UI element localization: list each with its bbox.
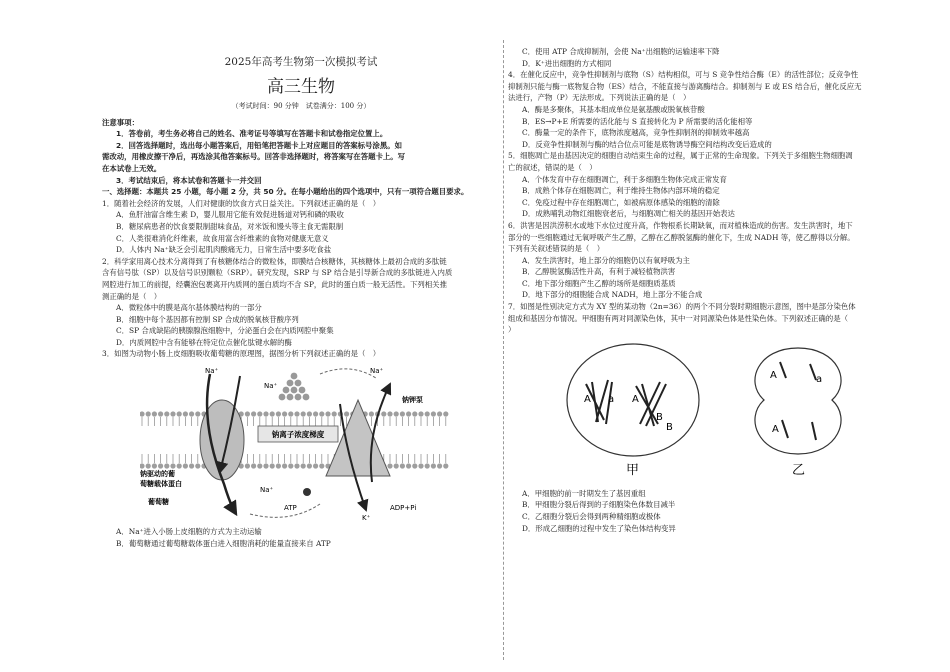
q1-stem: 1．随着社会经济的发展，人们对健康的饮食方式日益关注。下列叙述正确的是（ ） — [102, 198, 381, 208]
q6-stem-2: 部分的一些细胞通过无氧呼吸产生乙醇，乙醇在乙醇脱氢酶的催化下，生成 NADH 等，使乙醇得以分解。 — [508, 232, 855, 242]
q6-option-b: B．乙醇脱氢酶活性升高，有利于减轻植物洪害 — [522, 267, 676, 277]
q7-option-d: D．形成乙细胞的过程中发生了染色体结构变异 — [522, 523, 676, 533]
lipid-head — [319, 463, 324, 468]
q2-stem-4: 测正确的是（ ） — [102, 291, 162, 301]
label-na-bottom: Na⁺ — [260, 486, 274, 495]
q7-stem-2: 组成和基因分布情况。甲细胞有两对同源染色体，其中一对同源染色体是性染色体。下列叙述正确的是（ — [508, 313, 848, 323]
lipid-head — [164, 463, 169, 468]
column-divider — [503, 40, 504, 660]
page-title: 高三生物 — [267, 77, 335, 97]
lipid-head — [344, 411, 349, 416]
lipid-head — [443, 411, 448, 416]
jia-chromosomes — [586, 380, 666, 426]
q3-stem: 3．如图为动物小肠上皮细胞吸收葡萄糖的原理图，据图分析下列叙述正确的是（ ） — [102, 349, 381, 359]
label-carrier-2: 萄糖载体蛋白 — [140, 480, 182, 489]
q6-option-d: D．地下部分的细胞能合成 NADH，地上部分不能合成 — [522, 290, 703, 300]
q3-option-a: A．Na⁺进入小肠上皮细胞的方式为主动运输 — [116, 527, 262, 537]
lipid-head — [325, 411, 330, 416]
lipid-head — [437, 411, 442, 416]
label-atp: ATP — [284, 504, 297, 513]
label-na-top-left: Na⁺ — [205, 367, 219, 376]
q7-option-c: C．乙细胞分裂后会得到两种精细胞或极体 — [522, 512, 661, 522]
q6-stem-1: 6．洪害是因洪涝积水或地下水位过度升高，作物根系长期缺氧，而对植株造成的伤害。发生洪害时，地下 — [508, 220, 853, 230]
q1-option-a: A．鱼肝油富含维生素 D，婴儿服用它能有效促进肠道对钙和磷的吸收 — [116, 210, 344, 220]
exam-meta: （考试时间：90 分钟 试卷满分：100 分） — [231, 102, 371, 110]
q5-stem-2: 亡的叙述，错误的是（ ） — [508, 162, 597, 172]
lipid-head — [412, 411, 417, 416]
lipid-head — [301, 463, 306, 468]
lipid-head — [158, 463, 163, 468]
lipid-head — [313, 411, 318, 416]
q1-option-c: C．人类很难消化纤维素，故食用富含纤维素的食物对健康无意义 — [116, 233, 329, 243]
lipid-head — [418, 411, 423, 416]
lipid-head — [288, 463, 293, 468]
lipid-head — [158, 411, 163, 416]
section-heading: 一、选择题：本题共 25 小题，每小题 2 分，共 50 分。在每小题给出的四个选项中，只有一项符合题目要求。 — [102, 187, 469, 197]
lipid-head — [425, 463, 430, 468]
label-carrier-1: 钠驱动的葡 — [140, 470, 175, 479]
jia-gene-A1: A — [584, 393, 591, 405]
left-column — [102, 0, 500, 549]
jia-gene-B2: B — [666, 421, 673, 433]
q5-option-a: A．个体发育中存在细胞凋亡，利于多细胞生物体完成正常发育 — [522, 174, 727, 184]
lipid-head — [412, 463, 417, 468]
lipid-head — [443, 463, 448, 468]
q2-stem-2: 含有信号肽（SP）以及信号识别颗粒（SRP）。研究发现，SRP 与 SP 结合是引导新合成的多肽链进入内质 — [102, 268, 453, 278]
note-2a: 2．回答选择题时，选出每小题答案后，用铅笔把答题卡上对应题目的答案标号涂黑。如 — [116, 140, 402, 150]
q2-stem-1: 2．科学家用离心技术分离得到了有核糖体结合的微粒体，即膜结合核糖体，其核糖体上最初合成的多肽链 — [102, 256, 447, 266]
note-2c: 在本试卷上无效。 — [102, 163, 162, 173]
label-pump: 钠钾泵 — [402, 396, 423, 405]
label-na-mid: Na⁺ — [264, 382, 278, 391]
label-glucose: 葡萄糖 — [148, 498, 169, 507]
lipid-head — [152, 463, 157, 468]
label-na-top-right: Na⁺ — [370, 367, 384, 376]
dashed-cycle-top — [320, 369, 376, 378]
lipid-head — [263, 411, 268, 416]
q4-option-a: A．酶是多聚体，其基本组成单位是氨基酸或脱氧核苷酸 — [522, 104, 705, 114]
yi-gene-A3: A — [770, 369, 777, 381]
exam-name: 2025年高考生物第一次模拟考试 — [224, 56, 378, 68]
lipid-head — [381, 411, 386, 416]
lipid-head — [425, 411, 430, 416]
q6-stem-3: 下列有关叙述错误的是（ ） — [508, 244, 605, 254]
lipid-head — [400, 411, 405, 416]
lipid-head — [431, 411, 436, 416]
lipid-head — [437, 463, 442, 468]
q1-option-d: D．人体内 Na⁺缺乏会引起肌肉酸痛无力，日常生活中要多吃食盐 — [116, 245, 332, 255]
lipid-head — [387, 463, 392, 468]
lipid-head — [270, 463, 275, 468]
lipid-head — [195, 463, 200, 468]
q3-option-b: B．葡萄糖通过葡萄糖载体蛋白进入细胞消耗的能量直接来自 ATP — [116, 538, 331, 548]
label-yi: 乙 — [792, 462, 806, 478]
q5-option-c: C．免疫过程中存在细胞凋亡，如被病原体感染的细胞的清除 — [522, 197, 720, 207]
lipid-head — [319, 411, 324, 416]
lipid-head — [245, 463, 250, 468]
yi-gene-A4: A — [772, 423, 779, 435]
yi-chromosomes — [780, 362, 816, 440]
q7-stem-1: 7．如图是性别决定方式为 XY 型的某动物（2n=36）的两个不同分裂时期细胞示意图，图中是部分染色体 — [508, 302, 856, 312]
yi-gene-a2: a — [816, 373, 823, 385]
lipid-head — [282, 411, 287, 416]
label-k: K⁺ — [362, 514, 371, 523]
note-1: 1．答卷前，考生务必将自己的姓名、准考证号等填写在答题卡和试卷指定位置上。 — [116, 129, 388, 139]
jia-gene-a1: a — [608, 393, 615, 405]
q4-stem-1: 4．在催化反应中，竞争性抑制剂与底物（S）结构相似，可与 S 竞争性结合酶（E）的活性部位；反竞争性 — [508, 70, 859, 80]
cell-yi — [755, 348, 841, 454]
lipid-head — [294, 463, 299, 468]
lipid-head — [394, 411, 399, 416]
lipid-head — [282, 463, 287, 468]
q3-option-c: C．使用 ATP 合成抑制剂，会使 Na⁺出细胞的运输速率下降 — [522, 47, 720, 56]
lipid-head — [146, 411, 151, 416]
lipid-head — [387, 411, 392, 416]
lipid-head — [294, 411, 299, 416]
q2-option-a: A．微粒体中的膜是高尔基体膜结构的一部分 — [116, 303, 262, 313]
glucose-transport-figure — [140, 364, 450, 522]
lipid-head — [418, 463, 423, 468]
lipid-head — [301, 411, 306, 416]
lipid-head — [276, 463, 281, 468]
lipid-head — [307, 463, 312, 468]
q4-option-d: D．反竞争性抑制剂与酶的结合位点可能是底物诱导酶空间结构改变后造成的 — [522, 139, 772, 149]
atp-dot — [303, 488, 311, 496]
q2-option-d: D．内质网腔中含有能够在特定位点催化肽键水解的酶 — [116, 337, 292, 347]
q5-option-b: B．成熟个体存在细胞凋亡，利于维持生物体内部环境的稳定 — [522, 186, 720, 196]
q2-option-c: C．SP 合成缺陷的胰腺腺泡细胞中，分泌蛋白会在内质网腔中聚集 — [116, 326, 334, 336]
lipid-head — [189, 411, 194, 416]
q7-stem-3: ） — [508, 325, 516, 335]
lipid-head — [170, 463, 175, 468]
gradient-label: 钠离子浓度梯度 — [271, 430, 325, 440]
lipid-head — [431, 463, 436, 468]
lipid-head — [400, 463, 405, 468]
q4-stem-3: 法进行，产物（P）无法形成。下列说法正确的是（ ） — [508, 93, 691, 103]
lipid-head — [195, 411, 200, 416]
lipid-head — [251, 463, 256, 468]
note-3: 3．考试结束后，将本试卷和答题卡一并交回 — [116, 175, 262, 185]
lipid-head — [177, 411, 182, 416]
lipid-head — [245, 411, 250, 416]
q3-option-d: D．K⁺进出细胞的方式相同 — [522, 58, 612, 68]
label-jia: 甲 — [626, 462, 640, 478]
right-column — [508, 46, 903, 534]
q4-option-b: B．ES→P+E 所需要的活化能与 S 直接转化为 P 所需要的活化能相等 — [522, 116, 753, 126]
notes-heading: 注意事项： — [102, 117, 139, 127]
cell-division-figure — [528, 342, 858, 480]
q2-stem-3: 网腔进行加工的前提，经囊泡包裹离开内质网的蛋白质均不含 SP，此时的蛋白质一般无活性。下列相关推 — [102, 279, 447, 289]
q1-option-b: B．糖尿病患者的饮食要限制甜味食品，对米饭和馒头等主食无需限制 — [116, 221, 344, 231]
q6-option-c: C．地下部分细胞产生乙醇的场所是细胞质基质 — [522, 278, 676, 288]
lipid-head — [276, 411, 281, 416]
q5-option-d: D．成熟哺乳动物红细胞衰老后，与细胞凋亡相关的基因开始表达 — [522, 209, 735, 219]
jia-gene-A2: A — [632, 393, 639, 405]
lipid-head — [146, 463, 151, 468]
label-adp: ADP+Pi — [390, 504, 417, 513]
lipid-head — [170, 411, 175, 416]
q2-option-b: B．细胞中每个基因都有控制 SP 合成的脱氧核苷酸序列 — [116, 314, 299, 324]
lipid-head — [152, 411, 157, 416]
lipid-head — [288, 411, 293, 416]
lipid-head — [313, 463, 318, 468]
cells-diagram — [528, 342, 858, 480]
q4-option-c: C．酶量一定的条件下，底物浓度越高，竞争性抑制剂的抑制效率越高 — [522, 128, 750, 138]
lipid-head — [257, 411, 262, 416]
lipid-head — [332, 411, 337, 416]
lipid-head — [394, 463, 399, 468]
q5-stem-1: 5．细胞凋亡是由基因决定的细胞自动结束生命的过程，属于正常的生命现象。下列关于多细胞生物细胞凋 — [508, 151, 853, 161]
gradient-pyramid — [279, 373, 310, 401]
lipid-head — [251, 411, 256, 416]
lipid-head — [177, 463, 182, 468]
lipid-head — [263, 463, 268, 468]
q6-option-a: A．发生洪害时，地上部分的细胞仍以有氧呼吸为主 — [522, 255, 690, 265]
q4-stem-2: 抑制剂只能与酶一底物复合物（ES）结合，不能直接与游离酶结合。抑制剂与 E 或 ES 结合后，催化反应无 — [508, 81, 862, 91]
lipid-head — [140, 411, 145, 416]
q7-option-b: B．甲细胞分裂后得到的子细胞染色体数目减半 — [522, 500, 676, 510]
lipid-head — [257, 463, 262, 468]
lipid-head — [406, 463, 411, 468]
membrane-diagram — [140, 364, 450, 522]
lipid-head — [183, 463, 188, 468]
lipid-head — [140, 463, 145, 468]
lipid-head — [369, 411, 374, 416]
lipid-head — [189, 463, 194, 468]
lipid-head — [406, 411, 411, 416]
q7-option-a: A．甲细胞的前一时期发生了基因重组 — [522, 488, 646, 498]
note-2b: 需改动，用橡皮擦干净后，再选涂其他答案标号。回答非选择题时，将答案写在答题卡上。写 — [102, 152, 406, 162]
jia-gene-B1: B — [656, 411, 663, 423]
lipid-head — [307, 411, 312, 416]
lipid-head — [164, 411, 169, 416]
lipid-head — [183, 411, 188, 416]
lipid-head — [270, 411, 275, 416]
